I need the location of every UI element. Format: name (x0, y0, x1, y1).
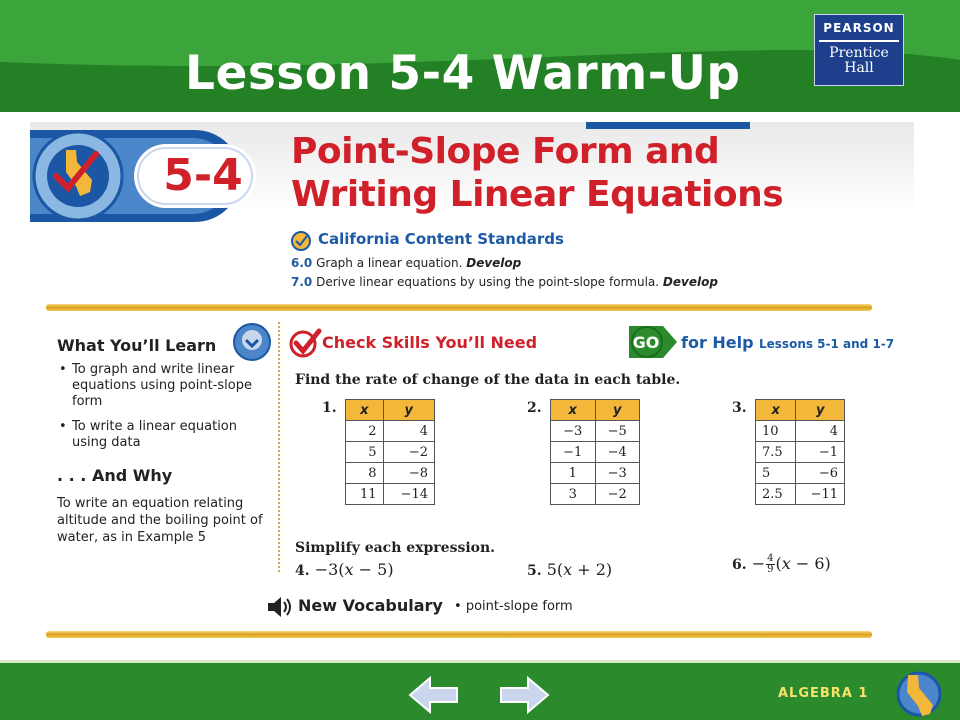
table-cell: −1 (796, 442, 845, 463)
table-cell: 4 (796, 421, 845, 442)
problem-number: 4. (295, 563, 310, 579)
expression-variable: x (344, 560, 354, 579)
and-why-heading: . . . And Why (57, 466, 173, 485)
standard-number: 7.0 (291, 275, 313, 289)
what-youll-learn-heading: What You’ll Learn (57, 336, 217, 355)
title-banner (0, 0, 960, 112)
section-divider-bottom (46, 631, 872, 638)
lesson-number: 5-4 (163, 150, 243, 201)
problem-number: 3. (732, 400, 747, 416)
table-cell: 5 (346, 442, 384, 463)
table-header-y: y (796, 400, 845, 421)
instruction-rate-of-change: Find the rate of change of the data in each table. (295, 372, 681, 388)
section-divider-top (46, 304, 872, 311)
check-skills-heading: Check Skills You’ll Need (322, 333, 538, 352)
standard-text: Derive linear equations by using the point-slope formula. (316, 275, 660, 289)
expression-part: − 5) (353, 560, 394, 579)
table-row (551, 484, 640, 505)
standards-icon (290, 230, 312, 252)
table-cell: 8 (346, 463, 384, 484)
instruction-simplify: Simplify each expression. (295, 540, 496, 556)
course-label: ALGEBRA 1 (778, 686, 869, 701)
table-cell: 11 (346, 484, 384, 505)
table-header-x: x (551, 400, 596, 421)
standard-level: Develop (662, 275, 718, 289)
standard-text: Graph a linear equation. (316, 256, 463, 270)
expression-part: 5( (546, 560, 564, 579)
table-row (756, 484, 845, 505)
fraction-numerator: 4 (767, 553, 774, 564)
table-cell: −5 (595, 421, 640, 442)
table-cell: −6 (796, 463, 845, 484)
expression-part: − (751, 554, 766, 573)
go-for-help-icon[interactable] (627, 320, 679, 364)
checkmark-icon (288, 327, 322, 359)
table-header-x: x (346, 400, 384, 421)
table-cell: 10 (756, 421, 796, 442)
table-row (551, 463, 640, 484)
fraction-denominator: 9 (767, 564, 774, 575)
expression-6 (732, 554, 831, 575)
table-cell: −4 (595, 442, 640, 463)
data-table-2 (550, 399, 640, 505)
expression-part: − 6) (790, 554, 831, 573)
table-row (346, 442, 435, 463)
slide-title: Lesson 5-4 Warm-Up (185, 46, 741, 101)
vocabulary-item: • point-slope form (454, 599, 573, 614)
learn-bullet: • To graph and write linear equations using point-slope form (59, 362, 269, 410)
standard-item (291, 275, 718, 289)
standard-level: Develop (466, 256, 522, 270)
data-table-3 (755, 399, 845, 505)
california-state-icon (894, 670, 944, 718)
expression-variable: x (781, 554, 791, 573)
table-header-x: x (756, 400, 796, 421)
speaker-icon[interactable] (266, 596, 294, 618)
lesson-title-line-2: Writing Linear Equations (291, 174, 784, 215)
table-cell: −11 (796, 484, 845, 505)
page-tab-strip (586, 122, 750, 129)
table-row (551, 421, 640, 442)
learn-bullets (59, 362, 269, 460)
table-cell: 3 (551, 484, 596, 505)
table-cell: −2 (383, 442, 434, 463)
data-table-1 (345, 399, 435, 505)
table-header-y: y (383, 400, 434, 421)
table-cell: 4 (383, 421, 434, 442)
table-row (551, 442, 640, 463)
table-cell: 2 (346, 421, 384, 442)
new-vocabulary-heading: New Vocabulary (298, 596, 443, 615)
table-cell: 5 (756, 463, 796, 484)
standards-title: California Content Standards (318, 230, 564, 248)
table-cell: −8 (383, 463, 434, 484)
column-divider (278, 322, 280, 572)
publisher-name: PEARSON (823, 21, 895, 35)
expression-part: −3( (314, 560, 345, 579)
table-row (346, 484, 435, 505)
problem-number: 5. (527, 563, 542, 579)
table-row (756, 421, 845, 442)
go-label: GO (632, 333, 660, 352)
table-header-row (551, 400, 640, 421)
table-cell: −1 (551, 442, 596, 463)
standard-item (291, 256, 521, 270)
publisher-logo-rule (819, 40, 899, 42)
table-cell: 2.5 (756, 484, 796, 505)
previous-arrow-icon[interactable] (408, 676, 460, 714)
publisher-logo (814, 14, 904, 86)
expression-part: + 2) (572, 560, 613, 579)
lesson-title (291, 130, 783, 216)
table-row (346, 463, 435, 484)
table-cell: −14 (383, 484, 434, 505)
next-arrow-icon[interactable] (498, 676, 550, 714)
what-youll-learn-icon (232, 322, 272, 362)
problem-number: 6. (732, 557, 747, 573)
table-cell: −2 (595, 484, 640, 505)
go-for-help-lessons[interactable]: Lessons 5-1 and 1-7 (759, 337, 895, 351)
standard-number: 6.0 (291, 256, 313, 270)
table-row (756, 463, 845, 484)
expression-part: ( (775, 554, 782, 573)
lesson-title-line-1: Point-Slope Form and (291, 131, 720, 172)
expression-5 (527, 560, 612, 579)
learn-bullet: • To write a linear equation using data (59, 419, 269, 451)
expression-variable: x (563, 560, 573, 579)
textbook-page (30, 122, 914, 642)
fraction (766, 554, 774, 575)
table-row (346, 421, 435, 442)
go-for-help-link[interactable]: for Help (681, 333, 754, 352)
table-header-y: y (595, 400, 640, 421)
vocabulary-term: point-slope form (465, 599, 573, 614)
publisher-imprint-1: Prentice (829, 45, 889, 61)
publisher-imprint-2: Hall (844, 60, 874, 76)
table-cell: 1 (551, 463, 596, 484)
table-cell: −3 (551, 421, 596, 442)
problem-number: 1. (322, 400, 337, 416)
problem-number: 2. (527, 400, 542, 416)
expression-4 (295, 560, 394, 579)
table-cell: −3 (595, 463, 640, 484)
table-header-row (346, 400, 435, 421)
and-why-text: To write an equation relating altitude and the boiling point of water, as in Example 5 (57, 496, 263, 545)
table-cell: 7.5 (756, 442, 796, 463)
table-row (756, 442, 845, 463)
table-header-row (756, 400, 845, 421)
